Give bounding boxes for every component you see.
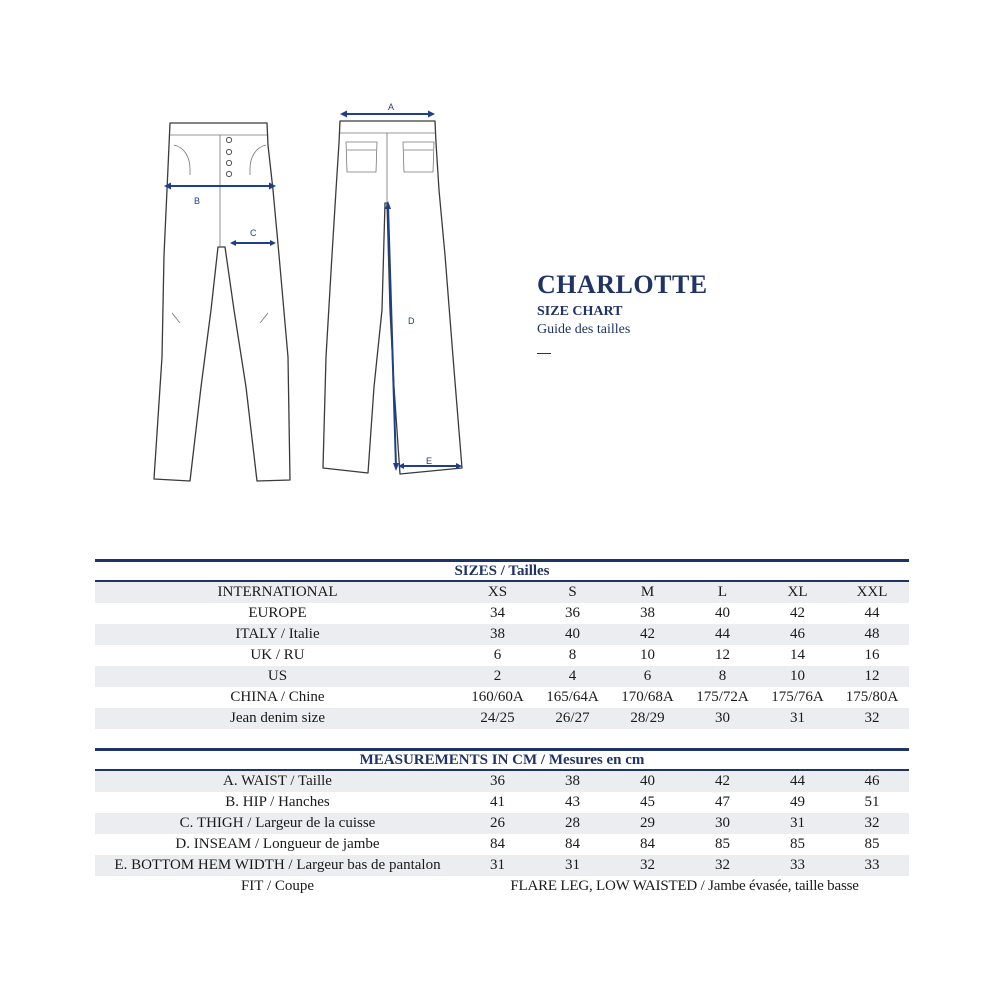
label-a: A: [388, 102, 395, 112]
row-label: EUROPE: [248, 605, 307, 621]
cell: 40: [715, 605, 730, 621]
row-label: UK / RU: [250, 647, 305, 663]
cell: 175/80A: [845, 689, 899, 705]
cell: 46: [760, 624, 835, 645]
cell: 6: [493, 647, 502, 663]
hem-measure-line: [398, 456, 462, 469]
cell: 165/64A: [546, 689, 599, 705]
label-b: B: [194, 196, 201, 206]
table-row: [95, 666, 909, 687]
cell: 48: [835, 624, 909, 645]
cell: 40: [610, 770, 685, 792]
cell: 2: [460, 666, 535, 687]
cell: 4: [535, 666, 610, 687]
cell: XXL: [835, 581, 909, 603]
cell: 33: [760, 855, 835, 876]
sizes-table: [95, 559, 909, 729]
cell: 170/68A: [621, 689, 674, 705]
fit-value: FLARE LEG, LOW WAISTED / Jambe évasée, taille basse: [510, 878, 859, 894]
table-row: [95, 813, 909, 834]
cell: 26: [460, 813, 535, 834]
product-title-block: [537, 270, 708, 354]
cell: 84: [490, 836, 505, 852]
cell: 34: [490, 605, 505, 621]
cell: 31: [460, 855, 535, 876]
size-chart-subtitle-fr: Guide des tailles: [537, 322, 631, 337]
cell: 14: [790, 647, 805, 663]
cell: 31: [760, 813, 835, 834]
cell: 42: [790, 605, 805, 621]
cell: M: [610, 581, 685, 603]
cell: 31: [760, 708, 835, 729]
cell: 42: [610, 624, 685, 645]
cell: 44: [864, 605, 880, 621]
cell: 32: [610, 855, 685, 876]
inseam-measure-line: [385, 201, 415, 471]
cell: 6: [610, 666, 685, 687]
cell: 24/25: [460, 708, 535, 729]
label-c: C: [250, 228, 257, 238]
cell: 36: [565, 605, 580, 621]
cell: 10: [760, 666, 835, 687]
cell: 85: [864, 836, 880, 852]
cell: 30: [685, 813, 760, 834]
cell: 28/29: [610, 708, 685, 729]
row-label: Jean denim size: [95, 708, 460, 729]
cell: 42: [685, 770, 760, 792]
cell: 51: [864, 794, 880, 810]
cell: 38: [460, 624, 535, 645]
cell: XL: [760, 581, 835, 603]
row-label: E. BOTTOM HEM WIDTH / Largeur bas de pantalon: [95, 855, 460, 876]
row-label: C. THIGH / Largeur de la cuisse: [95, 813, 460, 834]
cell: S: [535, 581, 610, 603]
cell: 44: [685, 624, 760, 645]
cell: 44: [760, 770, 835, 792]
cell: 12: [835, 666, 909, 687]
table-row: [95, 581, 909, 603]
table-row: [95, 792, 909, 813]
cell: 40: [535, 624, 610, 645]
pants-back-view: [323, 102, 462, 474]
cell: 8: [685, 666, 760, 687]
label-d: D: [408, 316, 415, 326]
row-label: A. WAIST / Taille: [95, 770, 460, 792]
pants-front-view: [154, 123, 290, 481]
thigh-measure-line: [230, 228, 276, 246]
waist-measure-line: [340, 102, 435, 118]
cell: 10: [640, 647, 655, 663]
row-label: FIT / Coupe: [240, 878, 315, 894]
table-row: [95, 855, 909, 876]
cell: 84: [565, 836, 580, 852]
cell: 85: [715, 836, 730, 852]
cell: 47: [715, 794, 730, 810]
table-row: [95, 708, 909, 729]
cell: 32: [835, 708, 909, 729]
table-row: [95, 687, 909, 708]
table-row: [95, 624, 909, 645]
cell: 36: [460, 770, 535, 792]
row-label: D. INSEAM / Longueur de jambe: [175, 836, 380, 852]
cell: 30: [685, 708, 760, 729]
measurements-table-title: MEASUREMENTS IN CM / Mesures en cm: [95, 750, 909, 771]
cell: 31: [535, 855, 610, 876]
table-row: [95, 770, 909, 792]
cell: 28: [535, 813, 610, 834]
cell: 43: [565, 794, 580, 810]
measurements-table: [95, 748, 909, 897]
product-title: CHARLOTTE: [537, 270, 708, 299]
cell: 32: [835, 813, 909, 834]
row-label: ITALY / Italie: [95, 624, 460, 645]
cell: 38: [640, 605, 655, 621]
cell: 26/27: [535, 708, 610, 729]
row-label: US: [95, 666, 460, 687]
cell: 175/76A: [771, 689, 824, 705]
cell: 41: [490, 794, 505, 810]
cell: 33: [835, 855, 909, 876]
cell: 84: [640, 836, 655, 852]
sizes-table-title: SIZES / Tailles: [95, 561, 909, 582]
size-chart-subtitle: SIZE CHART: [537, 304, 623, 319]
table-row: [95, 834, 909, 855]
cell: 46: [835, 770, 909, 792]
cell: 45: [640, 794, 655, 810]
cell: 160/60A: [471, 689, 524, 705]
row-label: INTERNATIONAL: [95, 581, 460, 603]
pants-technical-drawing: [150, 95, 480, 495]
cell: 38: [535, 770, 610, 792]
cell: L: [685, 581, 760, 603]
measurements-table-header: [95, 750, 909, 771]
cell: 29: [610, 813, 685, 834]
table-row: [95, 645, 909, 666]
title-divider: [537, 353, 551, 354]
cell: 85: [790, 836, 805, 852]
table-row-fit: [95, 876, 909, 897]
cell: 8: [568, 647, 577, 663]
label-e: E: [426, 456, 433, 466]
cell: XS: [460, 581, 535, 603]
sizes-table-header: [95, 561, 909, 582]
row-label: B. HIP / Hanches: [225, 794, 330, 810]
cell: 175/72A: [696, 689, 749, 705]
cell: 32: [685, 855, 760, 876]
cell: 49: [790, 794, 805, 810]
row-label: CHINA / Chine: [230, 689, 325, 705]
cell: 16: [864, 647, 880, 663]
cell: 12: [715, 647, 730, 663]
table-row: [95, 603, 909, 624]
